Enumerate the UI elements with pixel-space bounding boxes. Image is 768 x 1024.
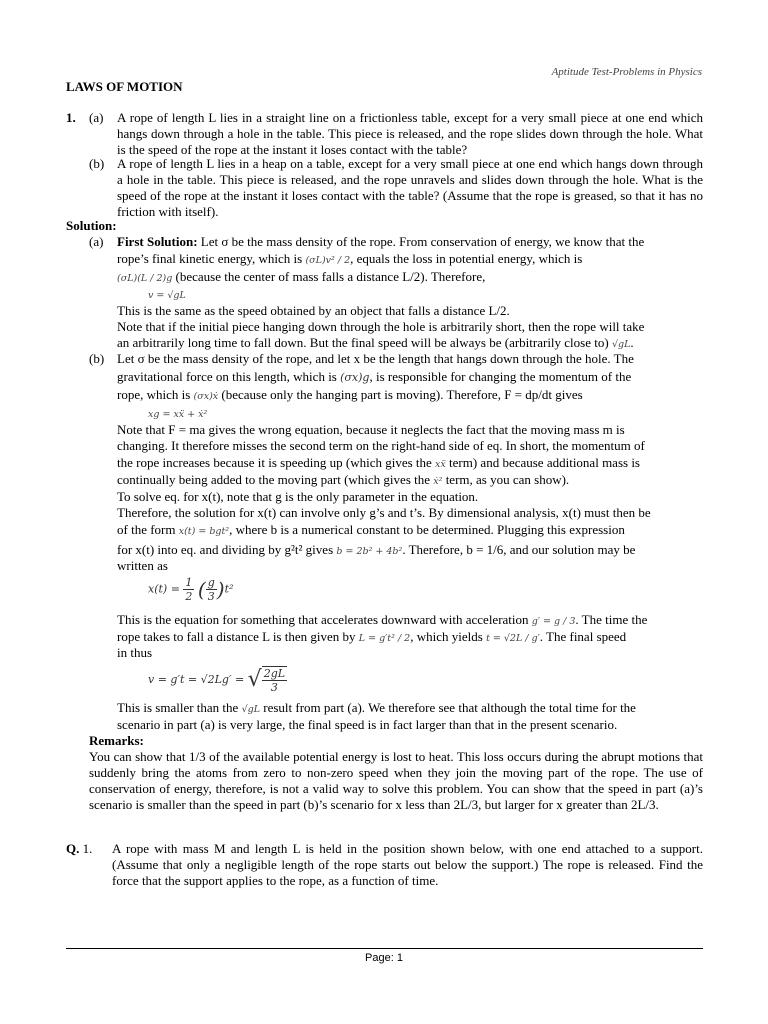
problem-part-b-text: A rope of length L lies in a heap on a table, except for a very small piece at one end which hangs down through a hole in the table. This piece is released, and the rope unravels and slides down through the hole. What is the speed of the rope at the instant it loses contact with the table? (Assume that the rope is greased, so that it has no friction with itself). [117, 156, 703, 219]
kinetic-energy-formula: (σL)v² / 2 [305, 255, 351, 266]
momentum-formula: (σx)ẋ [193, 391, 219, 402]
solution-b-line8: To solve eq. for x(t), note that g is the only parameter in the equation. [117, 489, 479, 504]
equation-v-sqrt-gl: v = √gL [148, 290, 186, 301]
solution-a-line1-text: Let σ be the mass density of the rope. From conservation of energy, we know that the [200, 234, 645, 249]
text-span: (because only the hanging part is moving). Therefore, F = dp/dt gives [221, 387, 583, 402]
solution-a-line1 [117, 234, 703, 250]
text-span: rope, which is [117, 387, 191, 402]
solution-a-line3 [117, 269, 703, 287]
page-number: Page: 1 [365, 952, 403, 964]
solution-b-line12: written as [117, 558, 168, 573]
problem-part-b-label: (b) [89, 156, 105, 171]
text-span: of the form [117, 522, 176, 537]
solution-b-line2 [117, 369, 703, 386]
fall-distance-formula: L = g′t² / 2 [358, 633, 411, 644]
solution-a-line4: This is the same as the speed obtained by an object that falls a distance L/2. [117, 303, 510, 318]
text-span: the rope increases because it is speeding up (which gives the [117, 455, 432, 470]
problem-number: 1. [66, 110, 76, 125]
acceleration-formula: g′ = g / 3 [531, 616, 576, 627]
fraction-denominator: 2 [185, 590, 193, 603]
text-span: , is responsible for changing the momentum of the [369, 369, 632, 384]
fraction-numerator: 2gL [263, 667, 286, 680]
solution-b-line7 [117, 472, 703, 490]
fall-time-formula: t = √2L / g′ [486, 633, 540, 644]
b-constant-equation: b = 2b² + 4b² [336, 546, 403, 557]
solution-b-line3 [117, 387, 703, 405]
text-span: . The final speed [539, 629, 627, 644]
text-span: rope’s final kinetic energy, which is [117, 251, 303, 266]
solution-b-line16 [117, 700, 703, 718]
sqrt-gl-result: √gL [241, 704, 261, 715]
solution-b-line14 [117, 629, 703, 647]
text-span: . Therefore, b = 1/6, and our solution may be [402, 542, 636, 557]
text-span: This is the equation for something that accelerates downward with acceleration [117, 612, 529, 627]
solution-b-line15: in thus [117, 645, 153, 660]
solution-a-line6: an arbitrarily long time to fall down. But the final speed will be always be (arbitrarily close to) √gL. [117, 335, 634, 350]
text-span: (because the center of mass falls a distance L/2). Therefore, [175, 269, 486, 284]
equation-of-motion: xg = xẍ + ẋ² [148, 409, 208, 420]
question-text: A rope with mass M and length L is held in the position shown below, with one end attached to a support. (Assume that only a negligible length of the rope starts out below the support.) The rope is released. Find the force that the support applies to the rope, as a function of time. [112, 841, 703, 888]
solution-b-line13 [117, 612, 703, 630]
text-span: for x(t) into eq. and dividing by g²t² gives [117, 542, 334, 557]
text-span: , where b is a numerical constant to be determined. Plugging this expression [229, 522, 625, 537]
remarks-text: You can show that 1/3 of the available potential energy is lost to heat. This loss occurs during the abrupt motions that suddenly bring the atoms from zero to non-zero speed when they join the moving part of the rope. The use of conservation of energy, therefore, is not a valid way to solve this problem. You can show that the speed in part (a)’s scenario is smaller than the speed in part (b)’s scenario for x less than 2L/3, but larger for x greater than 2L/3. [89, 749, 703, 812]
text-span: . The time the [575, 612, 648, 627]
equation-lhs: x(t) = [148, 582, 180, 596]
text-span: , which yields [410, 629, 483, 644]
text-span: gravitational force on this length, which is [117, 369, 337, 384]
remarks-heading: Remarks: [89, 733, 144, 748]
trial-solution-formula: x(t) = bgt² [178, 526, 230, 537]
equation-tail: t² [224, 582, 234, 596]
problem-part-a-text: A rope of length L lies in a straight line on a frictionless table, except for a very small piece at one end which hangs down through a hole in the table. This piece is released, and the rope slides down through the hole. What is the speed of the rope at the instant it loses contact with the table? [117, 110, 703, 157]
footer-divider [66, 948, 703, 949]
solution-b-label: (b) [89, 351, 105, 366]
solution-b-line17: scenario in part (a) is very large, the final speed is in fact larger than that in the present scenario. [117, 717, 618, 732]
xdot-squared-term: ẋ² [433, 476, 443, 487]
solution-x-of-t-equation: x(t) = $\frac{1}{2}$ ( $\frac{g}{3}$ )t² [148, 576, 234, 603]
solution-b-line6 [117, 455, 703, 473]
text-span: term) and because additional mass is [449, 455, 640, 470]
fraction-one-half [183, 576, 194, 603]
fraction-denominator: 3 [207, 590, 215, 603]
text-span: rope takes to fall a distance L is then given by [117, 629, 356, 644]
potential-energy-formula: (σL)(L / 2)g [117, 273, 173, 284]
text-span: term, as you can show). [445, 472, 570, 487]
x-xddot-term: xẍ [435, 459, 446, 470]
text-span: result from part (a). We therefore see that although the total time for the [263, 700, 636, 715]
text-span: This is smaller than the [117, 700, 239, 715]
solution-b-line4: Note that F = ma gives the wrong equation, because it neglects the fact that the moving mass m is [117, 422, 625, 437]
running-header: Aptitude Test-Problems in Physics [551, 66, 702, 78]
fraction-g-over-3 [206, 576, 217, 603]
solution-b-line11 [117, 542, 703, 560]
solution-b-line1: Let σ be the mass density of the rope, and let x be the length that hangs down through the hole. The [117, 351, 634, 366]
solution-a-line5: Note that if the initial piece hanging down through the hole is arbitrarily short, then the rope will take [117, 319, 645, 334]
question-number: 1. [82, 841, 93, 856]
section-title: LAWS OF MOTION [66, 79, 183, 94]
question-label [66, 841, 92, 857]
fraction-numerator: g [207, 576, 215, 589]
solution-b-line5: changing. It therefore misses the second term on the right-hand side of eq. In short, the momentum of [117, 438, 645, 453]
text-span: , equals the loss in potential energy, which is [350, 251, 583, 266]
sqrt-gl-formula: √gL [611, 339, 631, 350]
fraction-denominator: 3 [270, 681, 278, 694]
solution-a-label: (a) [89, 234, 104, 249]
solution-heading: Solution: [66, 218, 117, 233]
fraction-2gl-over-3 [262, 666, 287, 694]
problem-part-a-label: (a) [89, 110, 104, 125]
first-solution-label: First Solution: [117, 234, 198, 249]
solution-a-line2 [117, 251, 703, 269]
text-span: continually being added to the moving part (which gives the [117, 472, 431, 487]
equation-lhs: v = g′t = √2Lg′ = [148, 673, 245, 686]
question-q: Q. [66, 841, 80, 856]
gravitational-force-formula: (σx)g [340, 371, 370, 384]
fraction-numerator: 1 [185, 576, 193, 589]
text-span: an arbitrarily long time to fall down. But the final speed will be always be (arbitrarily close to) [117, 335, 609, 350]
solution-b-line9: Therefore, the solution for x(t) can involve only g’s and t’s. By dimensional analysis, x(t) must then be [117, 505, 651, 520]
solution-b-line10 [117, 522, 703, 540]
final-speed-equation: v = g′t = √2Lg′ = √ $\frac{2gL}{3}$ [148, 667, 286, 694]
